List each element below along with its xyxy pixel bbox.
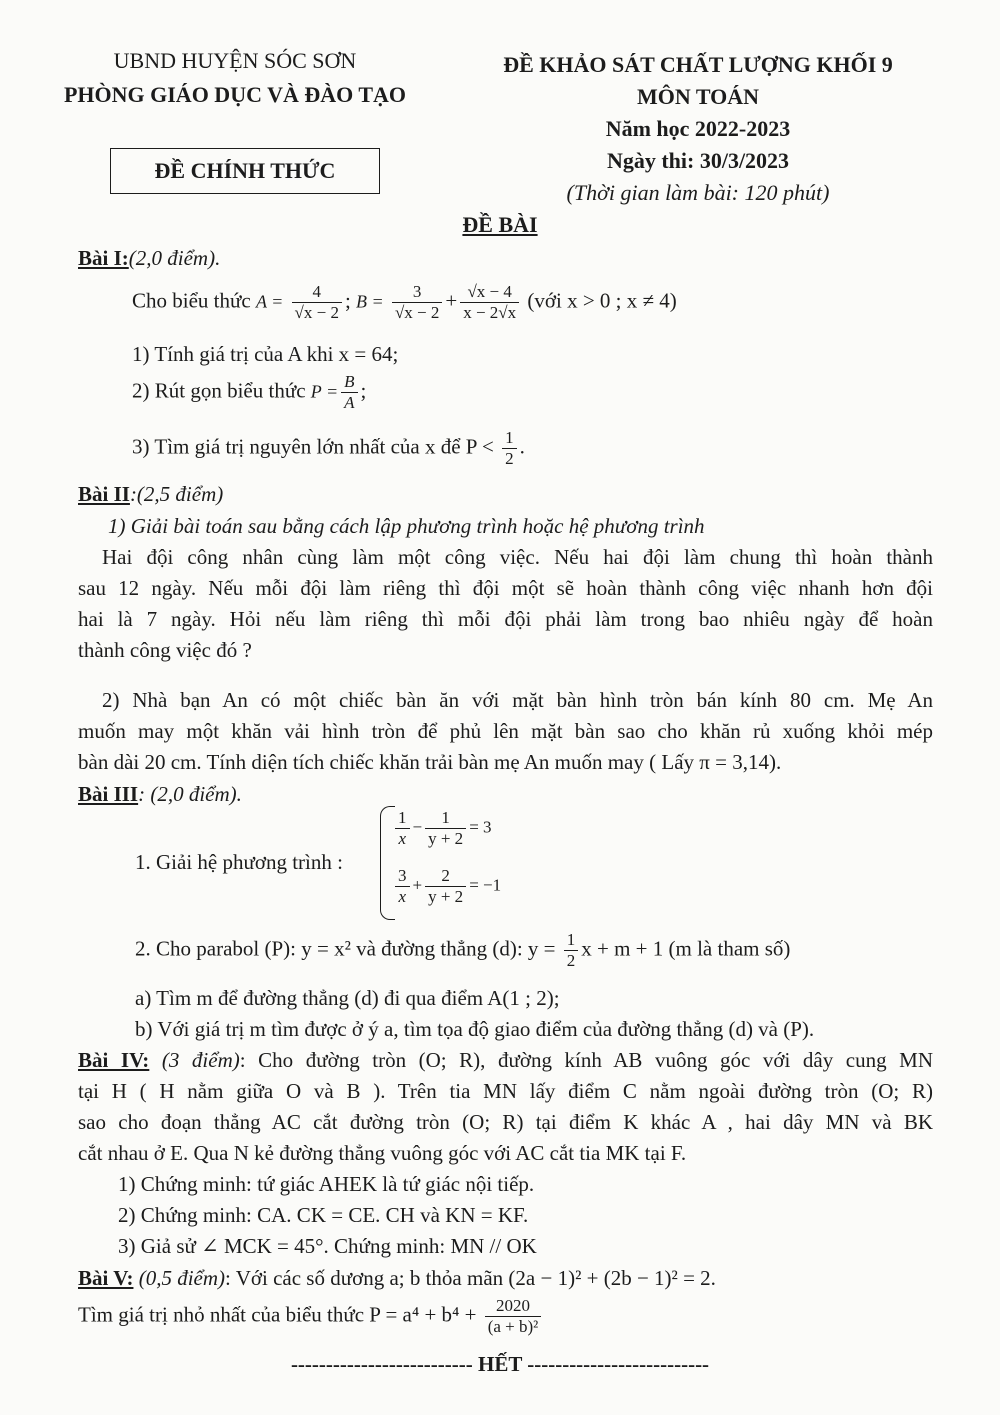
bai1-q2-lhs: P = xyxy=(310,381,339,402)
bai2-p1-l3: hai là 7 ngày. Hỏi nếu làm riêng thì mỗi đội phải làm trong bao nhiêu ngày để hoàn xyxy=(78,607,933,631)
frac-a-den: √x − 2 xyxy=(294,303,339,322)
bai5-l2-pre: Tìm giá trị nhỏ nhất của biểu thức P = a⁴ + b⁴ + xyxy=(78,1302,477,1327)
page-title: ĐỀ BÀI xyxy=(462,212,538,237)
eq1-rhs: = 3 xyxy=(469,817,492,837)
bai3-q2-frac xyxy=(564,930,579,971)
bai2-p2-l3: bàn dài 20 cm. Tính diện tích chiếc khăn trải bàn mẹ An muốn may ( Lấy π = 3,14). xyxy=(78,750,782,774)
header-right-line2: MÔN TOÁN xyxy=(636,84,760,109)
frac-p-den: A xyxy=(344,393,355,412)
bai5-points: (0,5 điểm) xyxy=(138,1266,226,1290)
frac-b1 xyxy=(392,282,442,323)
eq1-frac-a xyxy=(395,808,410,849)
official-box-label: ĐỀ CHÍNH THỨC xyxy=(154,158,336,183)
frac-b2-den: x − 2√x xyxy=(463,303,517,322)
bai1-heading xyxy=(78,242,933,274)
bai4-l2: tại H ( H nằm giữa O và B ). Trên tia MN lấy điểm C nằm ngoài đường tròn (O; R) xyxy=(78,1079,933,1103)
bai5-l1-rest: : Với các số dương a; b thỏa mãn (2a − 1)² + (2b − 1)² = 2. xyxy=(225,1266,716,1290)
eq1-op: − xyxy=(412,817,423,837)
bai1-q3 xyxy=(132,428,932,474)
bai1-q3-text: 3) Tìm giá trị nguyên lớn nhất của x để P < xyxy=(132,434,494,459)
system-eq1 xyxy=(392,808,492,858)
header-left-line2: PHÒNG GIÁO DỤC VÀ ĐÀO TẠO xyxy=(63,82,407,107)
bai4-label: Bài IV: xyxy=(78,1048,150,1072)
frac-half xyxy=(502,428,517,469)
bai4-q3: 3) Giả sử ∠ MCK = 45°. Chứng minh: MN // OK xyxy=(118,1234,537,1258)
header-right-line5: (Thời gian làm bài: 120 phút) xyxy=(566,180,830,205)
bai4-q2: 2) Chứng minh: CA. CK = CE. CH và KN = KF. xyxy=(118,1203,529,1227)
bai3-q2-pre: 2. Cho parabol (P): y = x² và đường thẳng (d): y = xyxy=(135,936,556,961)
bai5-l1 xyxy=(78,1262,933,1294)
bai3-q2-post: x + m + 1 (m là tham số) xyxy=(581,936,791,961)
bai5-l2 xyxy=(78,1296,933,1342)
bai1-q2-end: ; xyxy=(360,378,367,403)
bai5-frac-den: (a + b)² xyxy=(487,1317,539,1336)
bai4-l1 xyxy=(78,1044,933,1076)
header-right-line3: Năm học 2022-2023 xyxy=(605,116,791,141)
eq2-a-num: 3 xyxy=(395,866,410,887)
bai2-points: :(2,5 điểm) xyxy=(129,482,224,506)
expr-a-lhs: A = xyxy=(255,291,284,312)
bai4-l3: sao cho đoạn thẳng AC cắt đường tròn (O; R) tại điểm K khác A , hai dây MN và BK xyxy=(78,1110,933,1134)
eq2-b-num: 2 xyxy=(425,866,466,887)
eq1-a-den: x xyxy=(398,829,407,848)
bai4-l4: cắt nhau ở E. Qua N kẻ đường thẳng vuông góc với AC cắt tia MK tại F. xyxy=(78,1141,687,1165)
expr-b-lhs: B = xyxy=(356,291,384,312)
header-left-line1: UBND HUYỆN SÓC SƠN xyxy=(113,48,357,73)
eq2-a-den: x xyxy=(398,887,407,906)
eq1-a-num: 1 xyxy=(395,808,410,829)
frac-p-num: B xyxy=(341,372,357,393)
bai2-p1-l4: thành công việc đó ? xyxy=(78,638,252,662)
bai1-expression xyxy=(132,282,932,332)
frac-b1-num: 3 xyxy=(392,282,442,303)
eq1-frac-b xyxy=(425,808,466,849)
eq2-frac-a xyxy=(395,866,410,907)
frac-half-den: 2 xyxy=(505,449,514,468)
bai1-intro: Cho biểu thức xyxy=(132,288,251,313)
bai3-qa: a) Tìm m để đường thẳng (d) đi qua điểm A(1 ; 2); xyxy=(135,986,560,1010)
eq2-b-den: y + 2 xyxy=(428,887,464,906)
bai2-p1-l1: Hai đội công nhân cùng làm một công việc. Nếu hai đội làm chung thì hoàn thành xyxy=(102,545,933,569)
bai3-q2-den: 2 xyxy=(566,951,576,970)
official-box xyxy=(110,148,380,194)
bai3-q2 xyxy=(135,930,933,976)
bai4-l1-rest: : Cho đường tròn (O; R), đường kính AB vuông góc với dây cung MN xyxy=(239,1048,934,1072)
bai1-q2 xyxy=(132,372,932,418)
bai1-q3-end: . xyxy=(519,434,525,459)
system-eq2 xyxy=(392,866,501,916)
bai1-condition: (với x > 0 ; x ≠ 4) xyxy=(527,288,677,313)
bai2-p2-l1: 2) Nhà bạn An có một chiếc bàn ăn với mặt bàn hình tròn bán kính 80 cm. Mẹ An xyxy=(102,688,933,712)
eq2-rhs: = −1 xyxy=(469,875,502,895)
frac-half-num: 1 xyxy=(502,428,517,449)
bai2-label: Bài II xyxy=(78,482,130,506)
bai2-heading xyxy=(78,478,933,510)
bai2-p1-l2: sau 12 ngày. Nếu mỗi đội làm riêng thì đội một sẽ hoàn thành công việc nhanh hơn đội xyxy=(78,576,933,600)
bai1-points: (2,0 điểm). xyxy=(128,246,221,270)
bai2-p2-l2: muốn may một khăn vải hình tròn để phủ lên mặt bàn sao cho khăn rủ xuống khỏi mép xyxy=(78,719,933,743)
bai1-label: Bài I: xyxy=(78,246,129,270)
eq2-frac-b xyxy=(425,866,466,907)
frac-b2-num: √x − 4 xyxy=(460,282,519,303)
bai5-frac xyxy=(485,1296,542,1337)
bai3-qb: b) Với giá trị m tìm được ở ý a, tìm tọa độ giao điểm của đường thẳng (d) và (P). xyxy=(135,1017,815,1041)
bai5-label: Bài V: xyxy=(78,1266,134,1290)
frac-a-num: 4 xyxy=(292,282,342,303)
frac-b2 xyxy=(460,282,519,323)
bai3-q1-text: 1. Giải hệ phương trình : xyxy=(135,850,343,874)
header-right-line4: Ngày thi: 30/3/2023 xyxy=(606,148,790,173)
bai5-frac-num: 2020 xyxy=(485,1296,542,1317)
bai2-sub1: 1) Giải bài toán sau bằng cách lập phương trình hoặc hệ phương trình xyxy=(108,514,705,538)
bai4-q1: 1) Chứng minh: tứ giác AHEK là tứ giác nội tiếp. xyxy=(118,1172,535,1196)
bai3-points: : (2,0 điểm). xyxy=(138,782,242,806)
header-right-line1: ĐỀ KHẢO SÁT CHẤT LƯỢNG KHỐI 9 xyxy=(503,52,893,77)
frac-a xyxy=(292,282,342,323)
bai1-q1: 1) Tính giá trị của A khi x = 64; xyxy=(132,342,399,366)
eq2-op: + xyxy=(412,875,423,895)
frac-p xyxy=(341,372,357,413)
frac-b1-den: √x − 2 xyxy=(394,303,440,322)
bai3-label: Bài III xyxy=(78,782,139,806)
expr-plus: + xyxy=(445,288,458,313)
expr-sep: ; xyxy=(344,288,351,313)
bai3-heading xyxy=(78,778,933,810)
bai3-q2-num: 1 xyxy=(564,930,579,951)
bai1-q2-text: 2) Rút gọn biểu thức xyxy=(132,378,306,403)
bai4-points: (3 điểm) xyxy=(161,1048,240,1072)
eq1-b-den: y + 2 xyxy=(428,829,464,848)
eq1-b-num: 1 xyxy=(425,808,466,829)
end-marker: -------------------------- HẾT -------------------------- xyxy=(290,1352,710,1376)
